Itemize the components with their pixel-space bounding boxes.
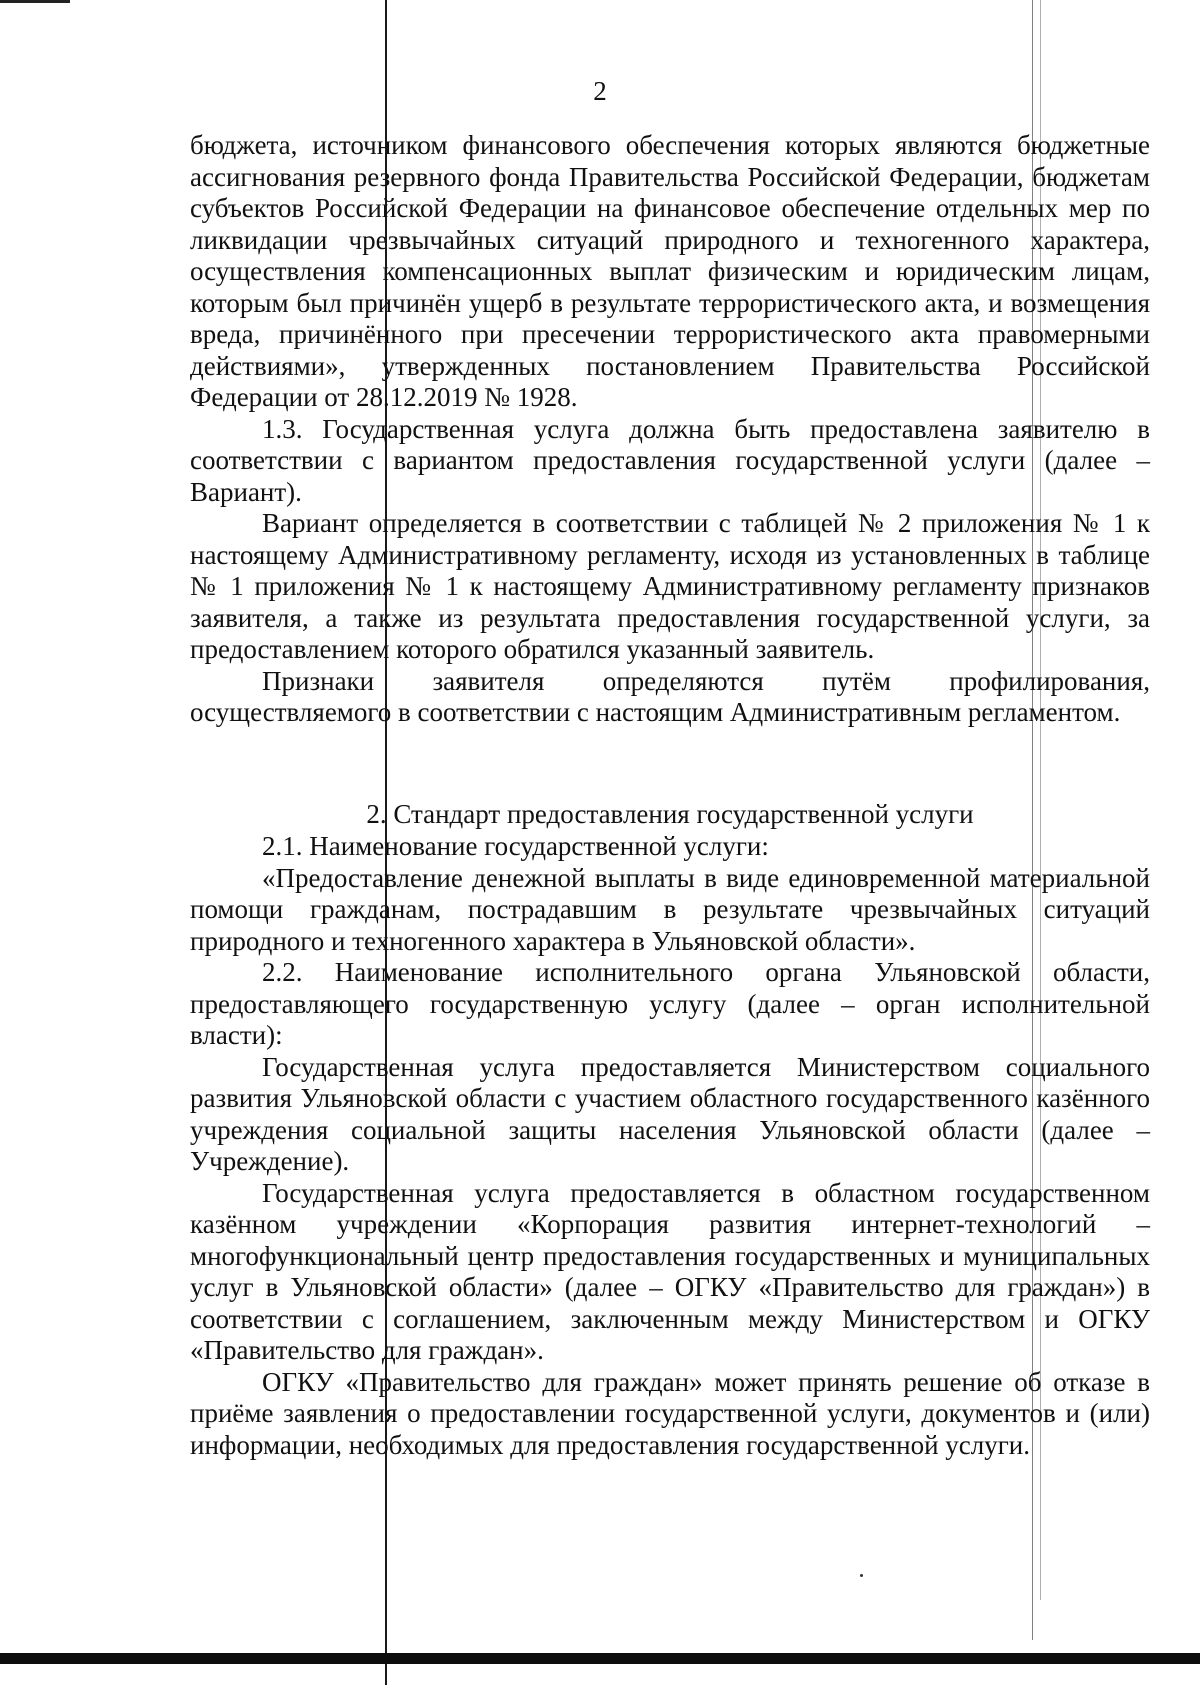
section-heading: 2. Стандарт предоставления государственной услуги xyxy=(366,799,974,829)
scan-bottom-bar xyxy=(0,1653,1200,1664)
paragraph: Признаки заявителя определяются путём профилирования, осуществляемого в соответствии с настоящим Административным регламентом. xyxy=(190,665,1150,727)
paragraph: Государственная услуга предоставляется в областном государственном казённом учреждении «Корпорация развития интернет-технологий – многофункциональный центр предоставления государственных и муниципальных услуг в Ульяновской области» (далее – ОГКУ «Правительство для граждан») в соответствии с соглашением, заключенным между Министерством и ОГКУ «Правительство для граждан». xyxy=(190,1177,1150,1365)
scan-corner-mark xyxy=(0,0,70,3)
paragraph: Государственная услуга предоставляется Министерством социального развития Ульяновской области с участием областного государственного казённого учреждения социальной защиты населения Ульяновской области (далее – Учреждение). xyxy=(190,1051,1150,1176)
paragraph: 1.3. Государственная услуга должна быть предоставлена заявителю в соответствии с вариантом предоставления государственной услуги (далее – Вариант). xyxy=(190,413,1150,507)
paragraph: Вариант определяется в соответствии с таблицей № 2 приложения № 1 к настоящему Административному регламенту, исходя из установленных в таблице № 1 приложения № 1 к настоящему Административному регламенту признаков заявителя, а также из результата предоставления государственной услуги, за предоставлением которого обратился указанный заявитель. xyxy=(190,508,1150,664)
paragraph: «Предоставление денежной выплаты в виде единовременной материальной помощи гражданам, пострадавшим в результате чрезвычайных ситуаций природного и техногенного характера в Ульяновской области». xyxy=(190,862,1150,956)
body-text-bottom xyxy=(190,831,1150,1461)
scan-speck xyxy=(860,1574,863,1577)
paragraph: бюджета, источником финансового обеспечения которых являются бюджетные ассигнования резервного фонда Правительства Российской Федерации, бюджетам субъектов Российской Федерации на финансовое обеспечение отдельных мер по ликвидации чрезвычайных ситуаций природного и техногенного характера, осуществления компенсационных выплат физическим и юридическим лицам, которым был причинён ущерб в результате террористического акта, и возмещения вреда, причинённого при пресечении террористического акта правомерными действиями», утвержденных постановлением Правительства Российской Федерации от 28.12.2019 № 1928. xyxy=(190,130,1150,412)
paragraph: ОГКУ «Правительство для граждан» может принять решение об отказе в приёме заявления о предоставлении государственной услуги, документов и (или) информации, необходимых для предоставления государственной услуги. xyxy=(190,1366,1150,1460)
paragraph: 2.2. Наименование исполнительного органа Ульяновской области, предоставляющего государственную услугу (далее – орган исполнительной власти): xyxy=(190,957,1150,1050)
page-number: 2 xyxy=(593,76,607,106)
paragraph: 2.1. Наименование государственной услуги: xyxy=(262,831,769,861)
body-text-top xyxy=(190,130,1150,729)
